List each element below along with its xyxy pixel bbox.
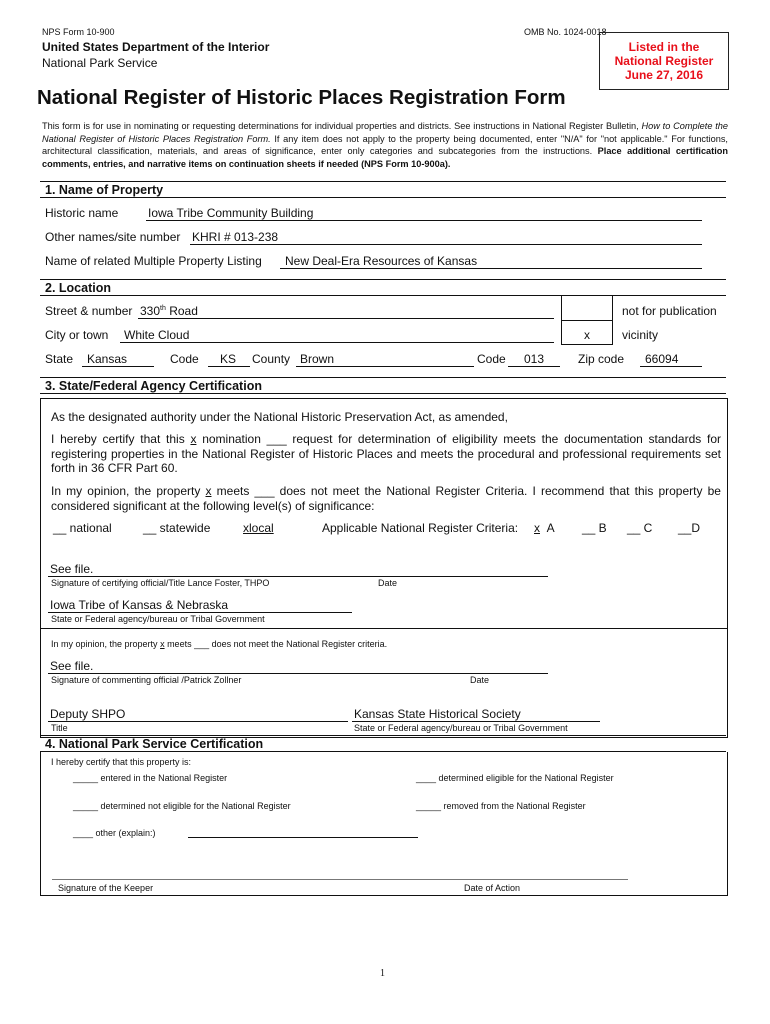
date-label-2: Date — [470, 675, 490, 685]
city-line — [120, 342, 554, 343]
agency-label: State or Federal agency/bureau or Tribal Government — [51, 614, 265, 624]
section-4-heading: 4. National Park Service Certification — [40, 735, 726, 752]
listed-line-2: National Register — [614, 54, 714, 68]
local-option[interactable] — [243, 521, 274, 535]
street-sup: th — [160, 305, 166, 312]
street-label — [45, 304, 132, 318]
section-2-heading: 2. Location — [40, 279, 726, 296]
state-code-line — [208, 366, 250, 367]
intro-text-c: If any item does not apply to the property being documented, enter "N/A" for "not applicable." For functions, architectural classification, materials, and areas of significance, enter only categories and subcategories from the instructions. — [42, 133, 728, 156]
title-label: Title — [51, 723, 68, 733]
keeper-signature-label: Signature of the Keeper — [58, 883, 154, 893]
street-value[interactable] — [140, 304, 198, 318]
option-determined-eligible[interactable]: ____ determined eligible for the National Register — [416, 773, 614, 783]
intro-paragraph — [42, 120, 728, 170]
nomination-mark[interactable]: x — [190, 432, 197, 446]
authority-text: As the designated authority under the National Historic Preservation Act, as amended, — [51, 410, 508, 424]
certify-paragraph — [51, 432, 721, 476]
county-value[interactable]: Brown — [300, 352, 335, 366]
street-number: 330 — [140, 304, 161, 318]
criteria-a[interactable] — [534, 521, 555, 535]
opinion-text-a: In my opinion, the property — [51, 484, 206, 498]
opinion-paragraph — [51, 484, 721, 513]
nps-certify-text: I hereby certify that this property is: — [51, 757, 192, 767]
option-removed[interactable]: _____ removed from the National Register — [416, 801, 586, 811]
agency-line — [48, 612, 352, 613]
street-line — [138, 318, 554, 319]
state-value[interactable]: Kansas — [87, 352, 128, 366]
see-file-2[interactable]: See file. — [50, 659, 94, 673]
certifying-signature-line — [48, 576, 548, 577]
keeper-signature-line — [52, 879, 628, 880]
historic-name-line — [146, 220, 702, 221]
other-names-label: Other names/site number — [45, 230, 181, 244]
national-option[interactable]: __ national — [53, 521, 112, 535]
other-names-line — [190, 244, 702, 245]
intro-text-d: Place additional certification comments, entries, and narrative items on continuation sheets if needed (NPS Form 10-900a). — [42, 146, 729, 169]
comment-divider — [40, 628, 727, 629]
society-label: State or Federal agency/bureau or Tribal Government — [354, 723, 568, 733]
state-line — [82, 366, 154, 367]
intro-text-a: This form is for use in nominating or requesting determinations for individual properties and districts. See instructions in National Register Bulletin, — [42, 121, 642, 131]
intro-text-b: How to Complete the National Register of Historic Places Registration Form. — [42, 121, 728, 144]
comment-opinion — [51, 639, 387, 649]
society-value[interactable]: Kansas State Historical Society — [354, 707, 521, 721]
vicinity-checkbox[interactable]: x — [584, 328, 590, 342]
see-file-1[interactable]: See file. — [50, 562, 94, 576]
zip-line — [640, 366, 702, 367]
comment-text-b: meets ___ does not meet the National Register criteria. — [164, 639, 388, 649]
criteria-a-mark: x — [534, 521, 540, 535]
state-label: State — [45, 352, 74, 366]
agency-value[interactable]: Iowa Tribe of Kansas & Nebraska — [50, 598, 229, 612]
department-name: United States Department of the Interior — [42, 40, 270, 54]
state-code-value[interactable]: KS — [220, 352, 237, 366]
checkbox-divider — [561, 320, 613, 321]
society-line — [352, 721, 600, 722]
omb-number: OMB No. 1024-0018 — [524, 27, 607, 37]
commenting-signature-label: Signature of commenting official /Patrick Zollner — [51, 675, 242, 685]
zip-label: Zip code — [578, 352, 625, 366]
option-entered[interactable]: _____ entered in the National Register — [73, 773, 228, 783]
listed-line-1: Listed in the — [628, 40, 700, 54]
street-rest: Road — [165, 304, 198, 318]
county-label: County — [252, 352, 291, 366]
comment-text-a: In my opinion, the property — [51, 639, 161, 649]
county-line — [296, 366, 474, 367]
local-text: local — [249, 521, 274, 535]
title-line — [48, 721, 348, 722]
comment-meets-mark[interactable]: x — [160, 639, 165, 649]
commenting-signature-line — [48, 673, 548, 674]
zip-value[interactable]: 66094 — [645, 352, 679, 366]
vicinity-label: vicinity — [622, 328, 659, 342]
criteria-d[interactable]: __D — [678, 521, 701, 535]
date-label-1: Date — [378, 578, 398, 588]
option-other[interactable]: ____ other (explain:) — [73, 828, 156, 838]
section-3-heading: 3. State/Federal Agency Certification — [40, 377, 726, 394]
criteria-a-label: A — [546, 521, 555, 535]
street-label-text: Street & number — [45, 304, 133, 318]
certify-text-a: I hereby certify that this — [51, 432, 191, 446]
historic-name-label: Historic name — [45, 206, 119, 220]
option-not-eligible[interactable]: _____ determined not eligible for the National Register — [73, 801, 291, 811]
mpl-value[interactable]: New Deal-Era Resources of Kansas — [285, 254, 478, 268]
statewide-option[interactable]: __ statewide — [143, 521, 211, 535]
certify-text-b: nomination ___ request for determination of eligibility meets the documentation standards for registering properties in the National Register of Historic Places and meets the procedural and professional requirements set forth in 36 CFR Part 60. — [51, 432, 721, 475]
listed-stamp — [599, 32, 729, 90]
county-code-label: Code — [477, 352, 506, 366]
criteria-b[interactable]: __ B — [582, 521, 607, 535]
title-value[interactable]: Deputy SHPO — [50, 707, 126, 721]
form-title: National Register of Historic Places Registration Form — [37, 86, 566, 109]
city-label: City or town — [45, 328, 109, 342]
mpl-line — [280, 268, 702, 269]
listed-line-3: June 27, 2016 — [624, 68, 704, 82]
county-code-line — [508, 366, 560, 367]
historic-name-value[interactable]: Iowa Tribe Community Building — [148, 206, 314, 220]
not-for-publication-label: not for publication — [622, 304, 717, 318]
section-1-heading: 1. Name of Property — [40, 181, 726, 198]
mpl-label: Name of related Multiple Property Listing — [45, 254, 262, 268]
other-explain-line — [188, 837, 418, 838]
form-number: NPS Form 10-900 — [42, 27, 115, 37]
local-mark: x — [243, 521, 249, 535]
agency-name: National Park Service — [42, 56, 158, 70]
meets-mark[interactable]: x — [205, 484, 212, 498]
opinion-text-b: meets ___ does not meet the National Register Criteria. I recommend that this property be considered significant at the following level(s) of significance: — [51, 484, 721, 513]
page-number: 1 — [380, 968, 385, 979]
city-value[interactable]: White Cloud — [124, 328, 190, 342]
county-code-value[interactable]: 013 — [524, 352, 545, 366]
date-of-action-label: Date of Action — [464, 883, 521, 893]
certifying-signature-label: Signature of certifying official/Title Lance Foster, THPO — [51, 578, 270, 588]
criteria-label: Applicable National Register Criteria: — [322, 521, 519, 535]
other-names-value[interactable]: KHRI # 013-238 — [192, 230, 279, 244]
criteria-c[interactable]: __ C — [627, 521, 653, 535]
state-code-label: Code — [170, 352, 199, 366]
